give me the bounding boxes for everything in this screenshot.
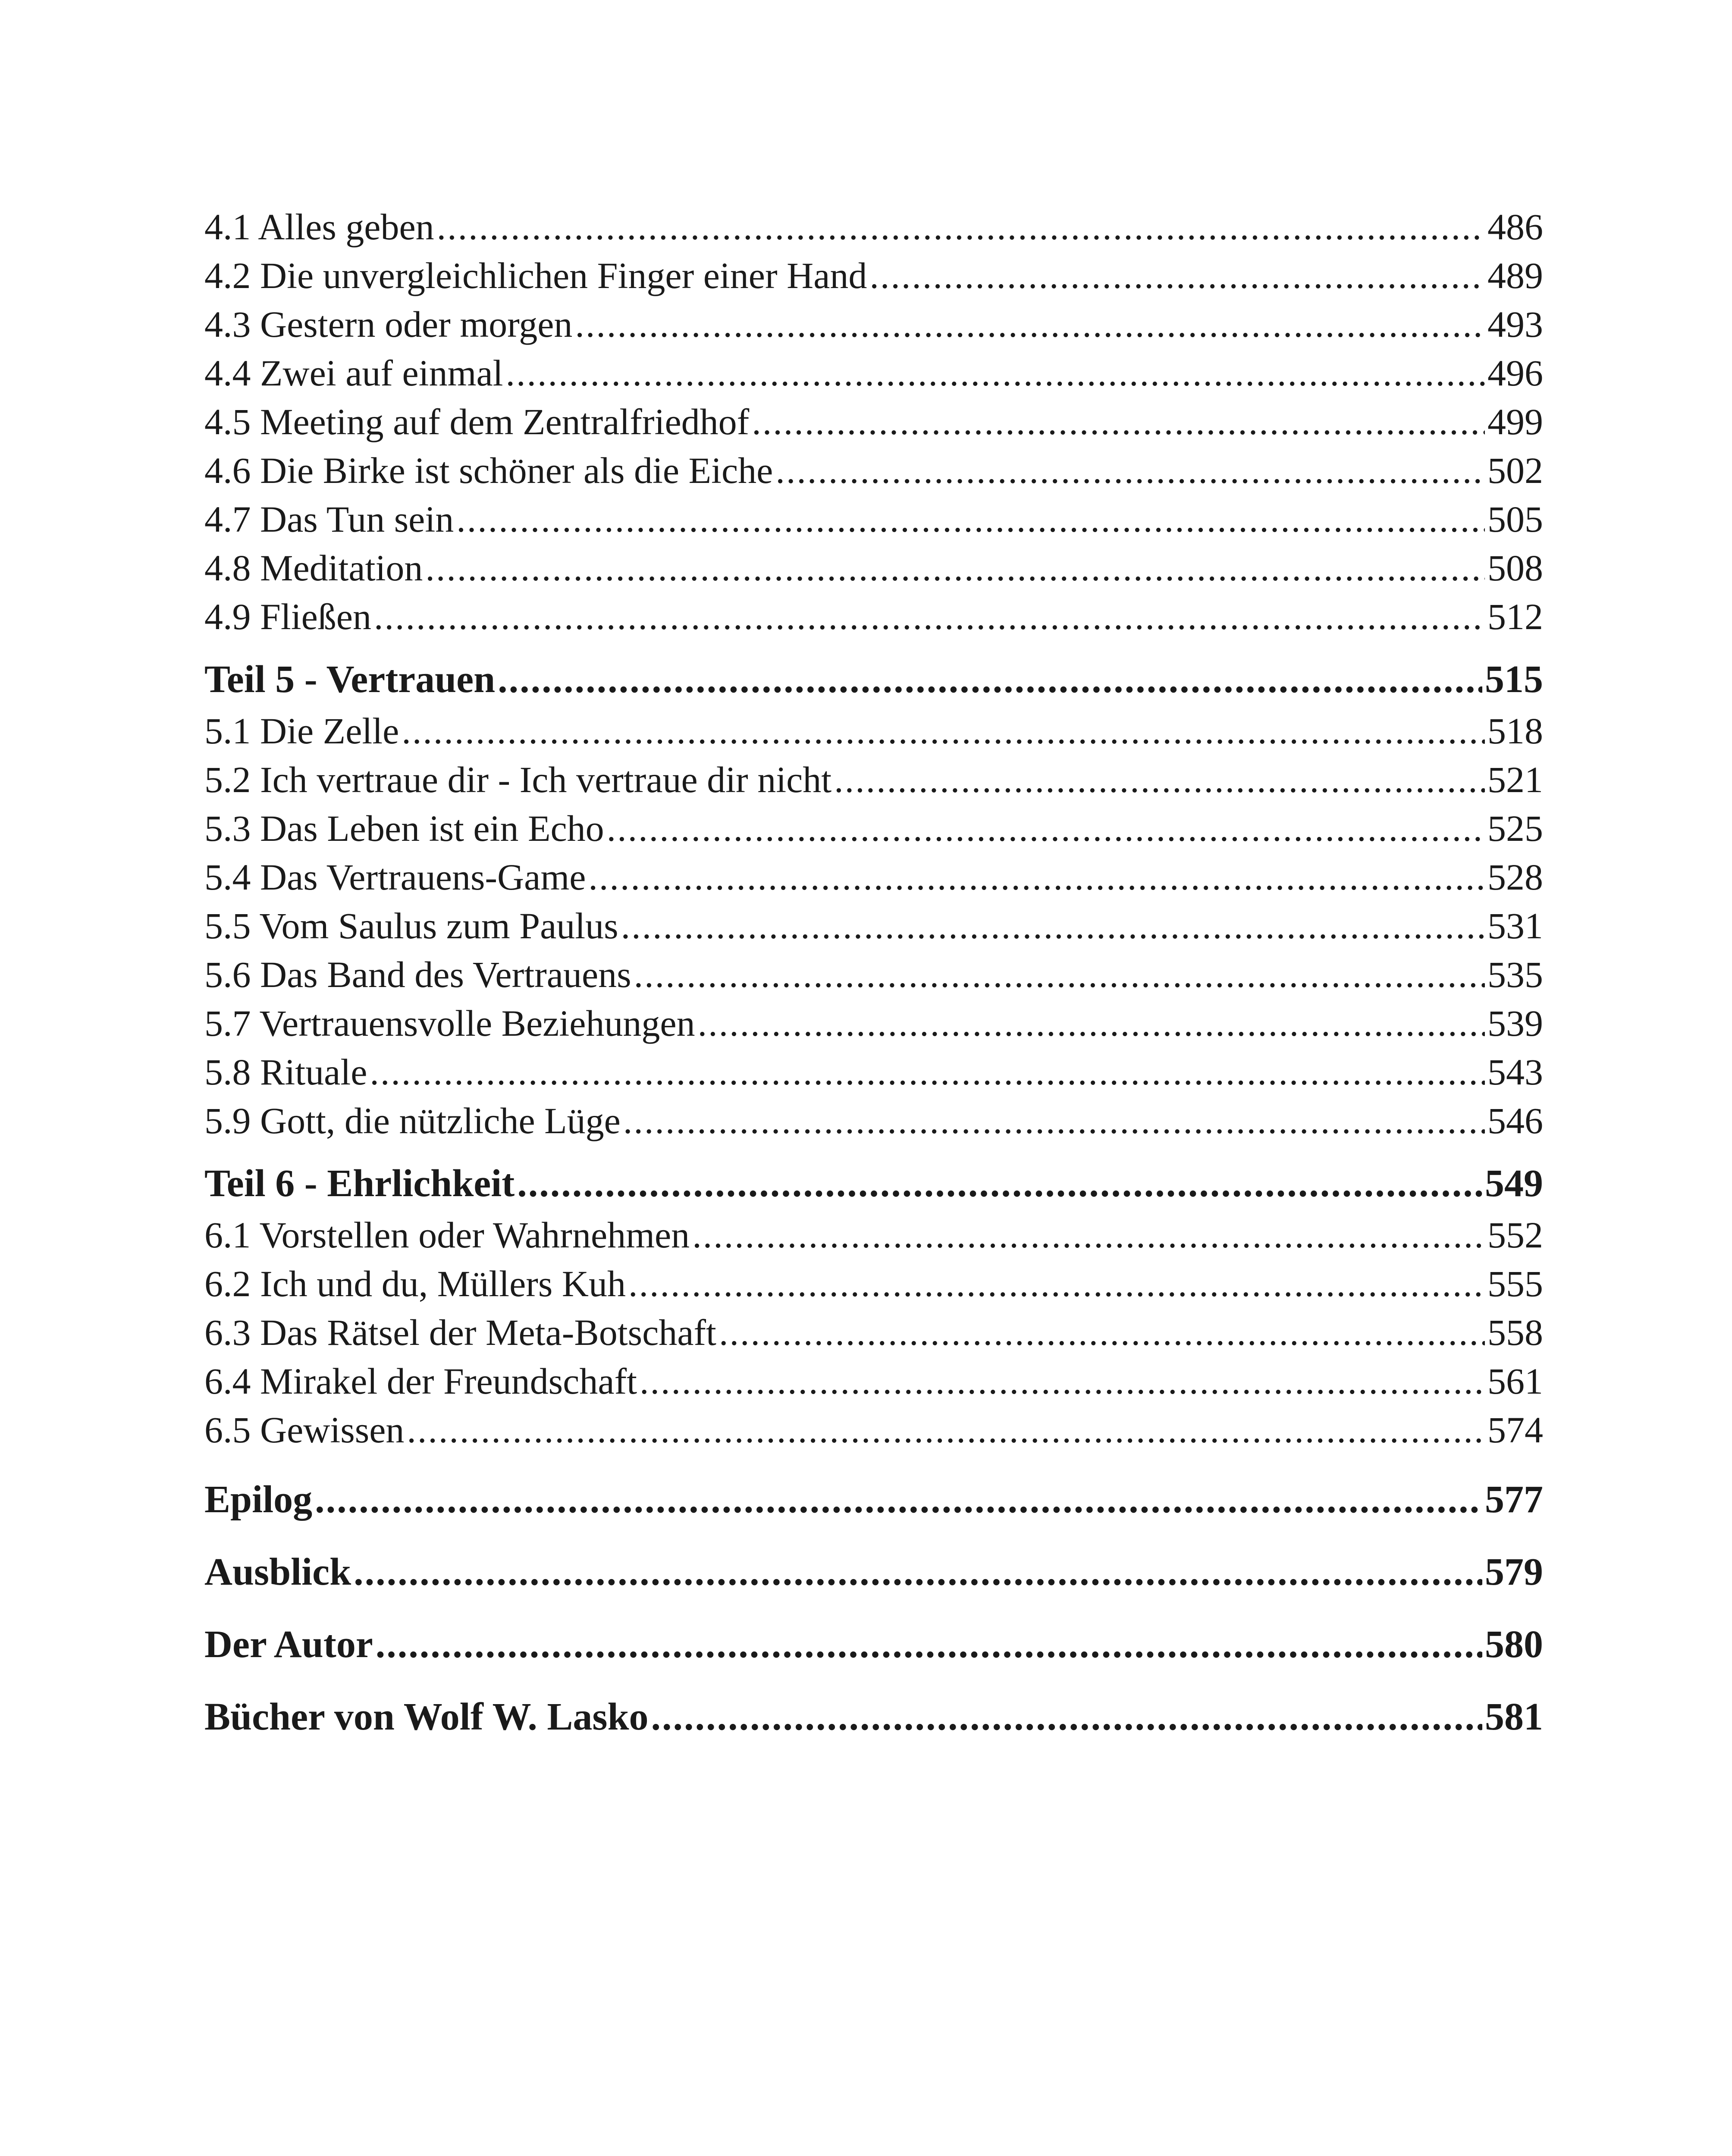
- toc-entry: [204, 300, 1543, 349]
- toc-entry-title: 5.2 Ich vertraue dir - Ich vertraue dir nicht: [204, 759, 832, 800]
- toc-entry: [204, 1211, 1543, 1260]
- toc-entry-page: 489: [1487, 255, 1543, 296]
- toc-entry: [204, 1048, 1543, 1097]
- toc-entry: [204, 349, 1543, 398]
- dot-leader: [752, 398, 1485, 446]
- toc-entry-title: 4.5 Meeting auf dem Zentralfriedhof: [204, 401, 750, 442]
- toc-entry-page: 496: [1487, 352, 1543, 394]
- dot-leader: [623, 1097, 1485, 1145]
- toc-entry: [204, 902, 1543, 950]
- toc-entry-page: 555: [1487, 1263, 1543, 1304]
- toc-entry-title: 6.3 Das Rätsel der Meta-Botschaft: [204, 1312, 716, 1353]
- toc-entry: [204, 1308, 1543, 1357]
- dot-leader: [374, 592, 1485, 641]
- dot-leader: [354, 1545, 1482, 1599]
- dot-leader: [425, 544, 1485, 592]
- toc-part-page: 515: [1485, 658, 1543, 701]
- dot-leader: [506, 349, 1485, 398]
- dot-leader: [376, 1617, 1482, 1672]
- toc-entry-page: 561: [1487, 1360, 1543, 1402]
- table-of-contents: [204, 203, 1543, 1744]
- toc-entry-page: 521: [1487, 759, 1543, 800]
- toc-entry-page: 546: [1487, 1100, 1543, 1141]
- toc-entry: [204, 592, 1543, 641]
- dot-leader: [621, 902, 1485, 950]
- toc-entry-title: 4.3 Gestern oder morgen: [204, 304, 573, 345]
- toc-part-heading: [204, 1473, 1543, 1527]
- dot-leader: [651, 1690, 1482, 1744]
- toc-entry-title: 5.4 Das Vertrauens-Game: [204, 856, 586, 898]
- toc-entry: [204, 398, 1543, 446]
- dot-leader: [498, 652, 1482, 707]
- toc-part-heading: [204, 1690, 1543, 1744]
- toc-entry-title: 6.2 Ich und du, Müllers Kuh: [204, 1263, 626, 1304]
- toc-entry-page: 508: [1487, 547, 1543, 589]
- toc-part-title: Ausblick: [204, 1551, 351, 1593]
- toc-entry: [204, 950, 1543, 999]
- toc-entry-page: 531: [1487, 905, 1543, 946]
- toc-entry-page: 535: [1487, 954, 1543, 995]
- toc-part-heading: [204, 1617, 1543, 1672]
- toc-entry-page: 505: [1487, 498, 1543, 540]
- toc-entry-title: 6.5 Gewissen: [204, 1409, 405, 1451]
- dot-leader: [437, 203, 1485, 251]
- toc-entry-page: 552: [1487, 1214, 1543, 1256]
- dot-leader: [869, 251, 1485, 300]
- toc-part-title: Teil 6 - Ehrlichkeit: [204, 1162, 515, 1205]
- dot-leader: [634, 950, 1485, 999]
- dot-leader: [628, 1260, 1485, 1308]
- toc-entry-title: 5.8 Rituale: [204, 1051, 367, 1093]
- toc-entry-page: 518: [1487, 710, 1543, 752]
- toc-entry-title: 5.6 Das Band des Vertrauens: [204, 954, 631, 995]
- toc-entry-title: 4.9 Fließen: [204, 596, 371, 637]
- toc-entry-title: 5.1 Die Zelle: [204, 710, 399, 752]
- toc-entry-title: 6.4 Mirakel der Freundschaft: [204, 1360, 637, 1402]
- toc-entry-title: 5.9 Gott, die nützliche Lüge: [204, 1100, 621, 1141]
- toc-entry: [204, 1097, 1543, 1145]
- toc-part-page: 581: [1485, 1695, 1543, 1738]
- toc-entry-title: 5.3 Das Leben ist ein Echo: [204, 808, 604, 849]
- toc-part-page: 577: [1485, 1478, 1543, 1521]
- toc-entry-page: 574: [1487, 1409, 1543, 1451]
- toc-entry: [204, 203, 1543, 251]
- toc-entry-title: 4.7 Das Tun sein: [204, 498, 454, 540]
- toc-part-page: 580: [1485, 1623, 1543, 1666]
- toc-part-title: Bücher von Wolf W. Lasko: [204, 1695, 649, 1738]
- toc-entry-page: 525: [1487, 808, 1543, 849]
- toc-entry-title: 4.6 Die Birke ist schöner als die Eiche: [204, 450, 773, 491]
- toc-entry-title: 5.7 Vertrauensvolle Beziehungen: [204, 1003, 695, 1044]
- dot-leader: [456, 495, 1485, 544]
- toc-entry-page: 512: [1487, 596, 1543, 637]
- toc-entry-title: 4.4 Zwei auf einmal: [204, 352, 503, 394]
- toc-entry: [204, 1406, 1543, 1454]
- toc-entry-title: 4.2 Die unvergleichlichen Finger einer Hand: [204, 255, 867, 296]
- toc-entry-page: 543: [1487, 1051, 1543, 1093]
- dot-leader: [607, 804, 1485, 853]
- dot-leader: [370, 1048, 1485, 1097]
- toc-entry: [204, 707, 1543, 755]
- dot-leader: [588, 853, 1485, 902]
- dot-leader: [775, 446, 1485, 495]
- toc-part-heading: [204, 1545, 1543, 1599]
- toc-part-heading: [204, 1156, 1543, 1211]
- toc-entry-page: 539: [1487, 1003, 1543, 1044]
- toc-entry-title: 4.8 Meditation: [204, 547, 423, 589]
- toc-entry: [204, 804, 1543, 853]
- toc-entry: [204, 755, 1543, 804]
- dot-leader: [640, 1357, 1485, 1406]
- toc-entry-page: 486: [1487, 206, 1543, 248]
- dot-leader: [407, 1406, 1485, 1454]
- dot-leader: [719, 1308, 1485, 1357]
- toc-entry-page: 502: [1487, 450, 1543, 491]
- toc-part-heading: [204, 652, 1543, 707]
- toc-entry-page: 528: [1487, 856, 1543, 898]
- toc-entry: [204, 999, 1543, 1048]
- toc-entry-page: 558: [1487, 1312, 1543, 1353]
- dot-leader: [315, 1473, 1482, 1527]
- toc-part-page: 579: [1485, 1551, 1543, 1593]
- toc-part-page: 549: [1485, 1162, 1543, 1205]
- toc-entry: [204, 495, 1543, 544]
- toc-entry-title: 6.1 Vorstellen oder Wahrnehmen: [204, 1214, 690, 1256]
- dot-leader: [834, 755, 1485, 804]
- toc-entry-page: 493: [1487, 304, 1543, 345]
- toc-entry: [204, 446, 1543, 495]
- toc-entry: [204, 853, 1543, 902]
- toc-part-title: Der Autor: [204, 1623, 373, 1666]
- toc-entry: [204, 1260, 1543, 1308]
- dot-leader: [517, 1156, 1482, 1211]
- toc-entry-page: 499: [1487, 401, 1543, 442]
- toc-entry: [204, 1357, 1543, 1406]
- toc-part-title: Teil 5 - Vertrauen: [204, 658, 496, 701]
- toc-part-title: Epilog: [204, 1478, 313, 1521]
- dot-leader: [402, 707, 1485, 755]
- dot-leader: [698, 999, 1485, 1048]
- toc-entry: [204, 251, 1543, 300]
- toc-entry-title: 5.5 Vom Saulus zum Paulus: [204, 905, 618, 946]
- toc-entry-title: 4.1 Alles geben: [204, 206, 434, 248]
- dot-leader: [692, 1211, 1485, 1260]
- dot-leader: [575, 300, 1485, 349]
- toc-entry: [204, 544, 1543, 592]
